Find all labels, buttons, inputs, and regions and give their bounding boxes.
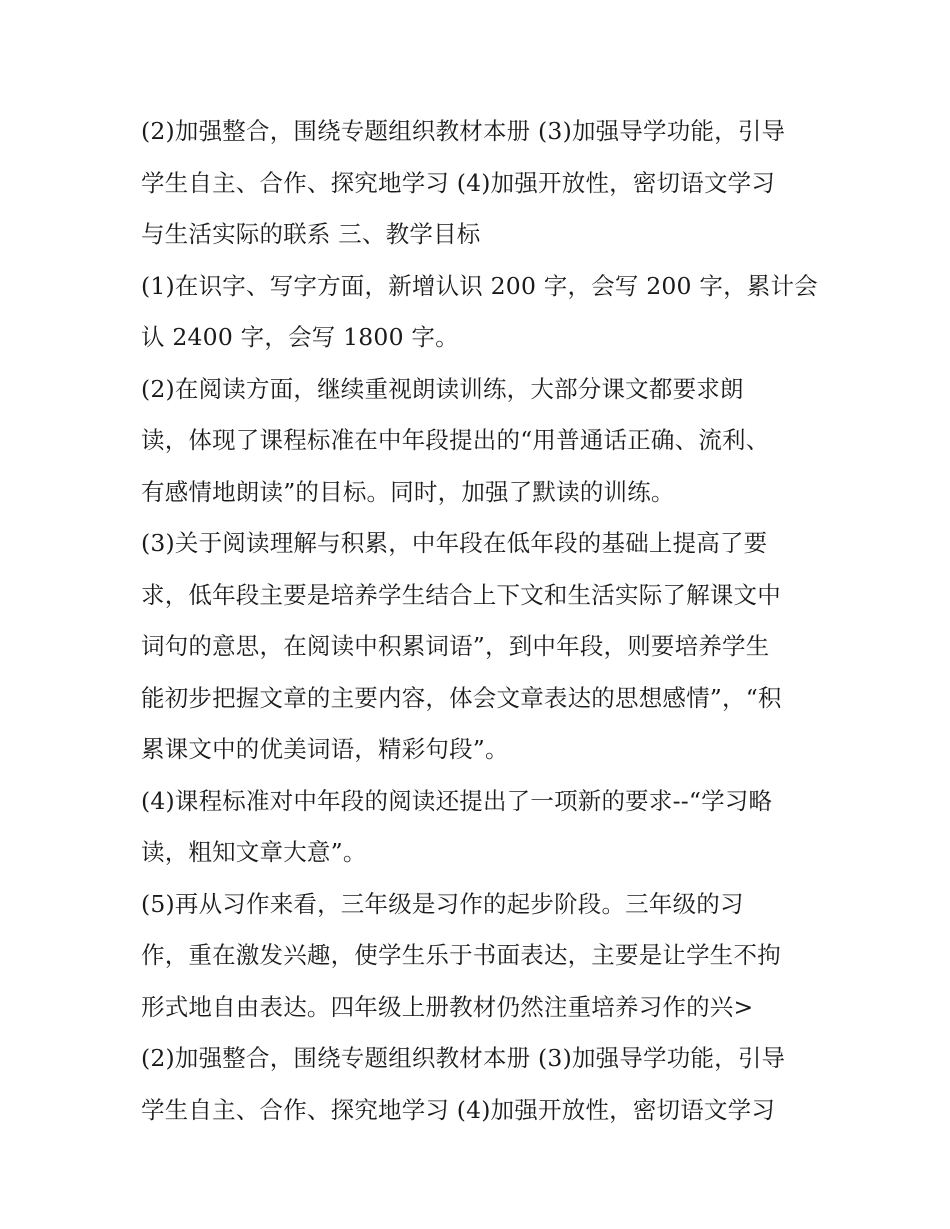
text-line: 累课文中的优美词语，精彩句段”。 <box>141 735 509 763</box>
text-line: (2)在阅读方面，继续重视朗读训练，大部分课文都要求朗 <box>141 374 744 403</box>
text-line: 能初步把握文章的主要内容，体会文章表达的思想感情”，“积 <box>141 683 782 712</box>
text-line: 词句的意思，在阅读中积累词语”，到中年段，则要培养学生 <box>141 632 770 660</box>
text-line: 有感情地朗读”的目标。同时，加强了默读的训练。 <box>141 477 675 506</box>
text-line: 与生活实际的联系 三、教学目标 <box>141 220 481 248</box>
text-line: (4)课程标准对中年段的阅读还提出了一项新的要求--“学习略 <box>141 786 773 815</box>
text-line: (2)加强整合，围绕专题组织教材本册 (3)加强导学功能，引导 <box>141 117 786 145</box>
text-line: 学生自主、合作、探究地学习 (4)加强开放性，密切语文学习 <box>141 1095 776 1124</box>
text-line: (5)再从习作来看，三年级是习作的起步阶段。三年级的习 <box>141 889 744 918</box>
text-line: 形式地自由表达。四年级上册教材仍然注重培养习作的兴> <box>141 992 754 1021</box>
text-line: (3)关于阅读理解与积累，中年段在低年段的基础上提高了要 <box>141 529 768 557</box>
text-line: 作，重在激发兴趣，使学生乐于书面表达，主要是让学生不拘 <box>141 941 781 969</box>
text-line: 学生自主、合作、探究地学习 (4)加强开放性，密切语文学习 <box>141 168 776 197</box>
text-line: (1)在识字、写字方面，新增认识 200 字，会写 200 字，累计会 <box>141 271 818 300</box>
text-line: 读，粗知文章大意”。 <box>141 838 367 866</box>
text-line: (2)加强整合，围绕专题组织教材本册 (3)加强导学功能，引导 <box>141 1044 786 1072</box>
text-line: 认 2400 字，会写 1800 字。 <box>141 323 459 351</box>
document-body <box>141 106 821 1136</box>
text-line: 求，低年段主要是培养学生结合上下文和生活实际了解课文中 <box>141 580 781 609</box>
text-line: 读，体现了课程标准在中年段提出的“用普通话正确、流利、 <box>141 426 770 454</box>
